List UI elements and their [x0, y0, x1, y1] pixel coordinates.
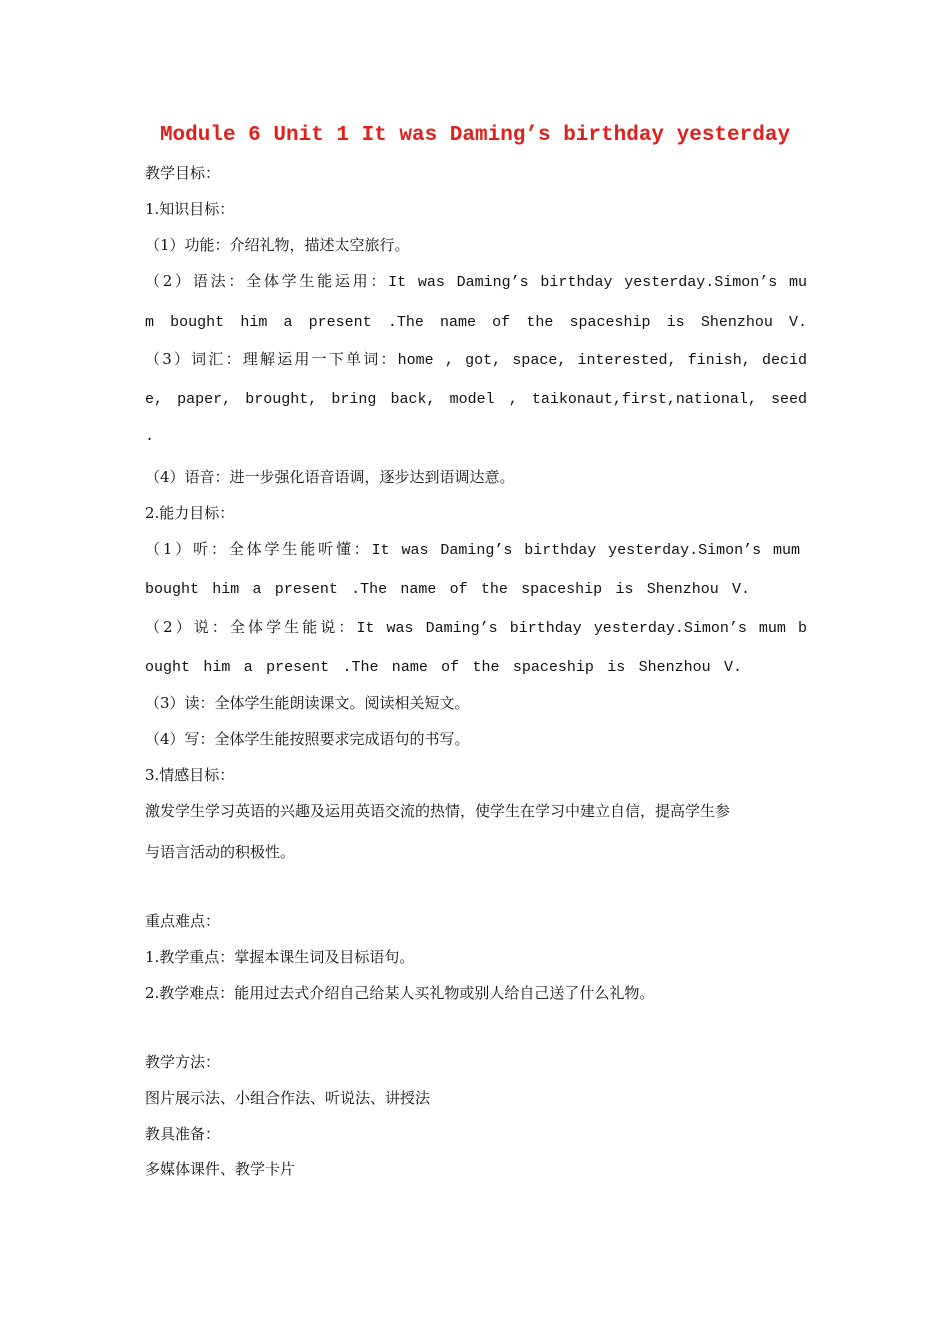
section-heading-materials: 教具准备：	[145, 1125, 221, 1143]
text-line	[145, 617, 807, 637]
line-text: home , got, space, interested, finish, decid	[397, 352, 807, 369]
text-line: 1.教学重点：掌握本课生词及目标语句。	[145, 948, 415, 966]
line-text: It was Daming’s birthday yesterday.Simon’s mum	[371, 542, 800, 559]
line-label: （1）听：全体学生能听懂：	[145, 540, 372, 558]
text-line	[145, 271, 807, 291]
text-line: .	[145, 428, 155, 445]
text-line: 与语言活动的积极性。	[145, 843, 296, 861]
line-text: It was Daming’s birthday yesterday.Simon’s mum b	[356, 620, 807, 637]
subheading-ability: 2.能力目标：	[145, 504, 235, 522]
section-heading-objectives: 教学目标：	[145, 164, 221, 182]
section-heading-key-points: 重点难点：	[145, 912, 221, 930]
text-line: 激发学生学习英语的兴趣及运用英语交流的热情，使学生在学习中建立自信，提高学生参	[145, 802, 731, 820]
text-line: （4）写：全体学生能按照要求完成语句的书写。	[145, 730, 470, 748]
text-line	[145, 539, 800, 559]
text-line: 多媒体课件、教学卡片	[145, 1160, 296, 1178]
text-line: （1）功能：介绍礼物，描述太空旅行。	[145, 236, 410, 254]
line-label: （3）词汇：理解运用一下单词：	[145, 350, 398, 368]
text-line: （3）读：全体学生能朗读课文。阅读相关短文。	[145, 694, 470, 712]
subheading-affective: 3.情感目标：	[145, 766, 235, 784]
subheading-knowledge: 1.知识目标：	[145, 200, 235, 218]
text-line: （4）语音：进一步强化语音语调，逐步达到语调达意。	[145, 468, 515, 486]
text-line: e, paper, brought, bring back, model , taikonaut,first,national, seed	[145, 391, 807, 408]
text-line	[145, 349, 807, 369]
text-line: m bought him a present .The name of the spaceship is Shenzhou V.	[145, 314, 807, 331]
line-label: （2）说：全体学生能说：	[145, 618, 357, 636]
text-line: 2.教学难点：能用过去式介绍自己给某人买礼物或别人给自己送了什么礼物。	[145, 984, 655, 1002]
section-heading-methods: 教学方法：	[145, 1053, 221, 1071]
text-line: ought him a present .The name of the spaceship is Shenzhou V.	[145, 659, 742, 676]
line-text: It was Daming’s birthday yesterday.Simon’s mu	[388, 274, 807, 291]
line-label: （2）语法：全体学生能运用：	[145, 272, 389, 290]
text-line: 图片展示法、小组合作法、听说法、讲授法	[145, 1089, 431, 1107]
document-title: Module 6 Unit 1 It was Daming’s birthday yesterday	[159, 124, 791, 147]
text-line: bought him a present .The name of the spaceship is Shenzhou V.	[145, 581, 750, 598]
